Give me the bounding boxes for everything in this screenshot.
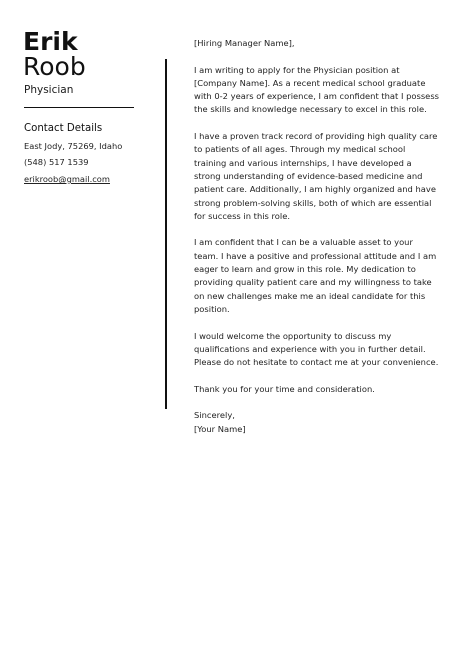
letter-body bbox=[194, 37, 439, 436]
first-name: Erik bbox=[23, 27, 78, 56]
contact-details-heading: Contact Details bbox=[24, 123, 103, 134]
letter-paragraph: I am writing to apply for the Physician position at [Company Name]. As a recent medical school graduate with 0-2 years of experience, I am confident that I possess the skills and knowledge necessary to excel in this role. bbox=[194, 64, 440, 115]
letter-paragraph: I am confident that I can be a valuable asset to your team. I have a positive and professional attitude and I am eager to learn and grow in this role. My dedication to providing quality patient care and my willingness to take on new challenges make me an ideal candidate for this position. bbox=[194, 237, 437, 314]
letter-paragraph: I would welcome the opportunity to discuss my qualifications and experience with you in further detail. Please do not hesitate to contact me at your convenience. bbox=[194, 330, 439, 368]
column-divider bbox=[165, 59, 167, 409]
contact-phone: (548) 517 1539 bbox=[24, 157, 89, 167]
job-title: Physician bbox=[24, 84, 74, 96]
letter-paragraph: Thank you for your time and consideration. bbox=[194, 383, 375, 394]
contact-address: East Jody, 75269, Idaho bbox=[24, 141, 123, 151]
last-name: Roob bbox=[23, 52, 86, 81]
letter-paragraph: I have a proven track record of providing high quality care to patients of all ages. Through my medical school training and various internships, I have developed a strong understanding of evidence-based medicine and patient care. Additionally, I am highly organized and have strong problem-solving skills, both of which are essential for success in this role. bbox=[194, 131, 438, 221]
letter-closing: Sincerely, bbox=[194, 410, 235, 421]
name-divider bbox=[24, 107, 134, 108]
contact-email-link[interactable]: erikroob@gmail.com bbox=[24, 174, 110, 184]
letter-salutation: [Hiring Manager Name], bbox=[194, 38, 295, 48]
letter-signature: [Your Name] bbox=[194, 423, 246, 434]
